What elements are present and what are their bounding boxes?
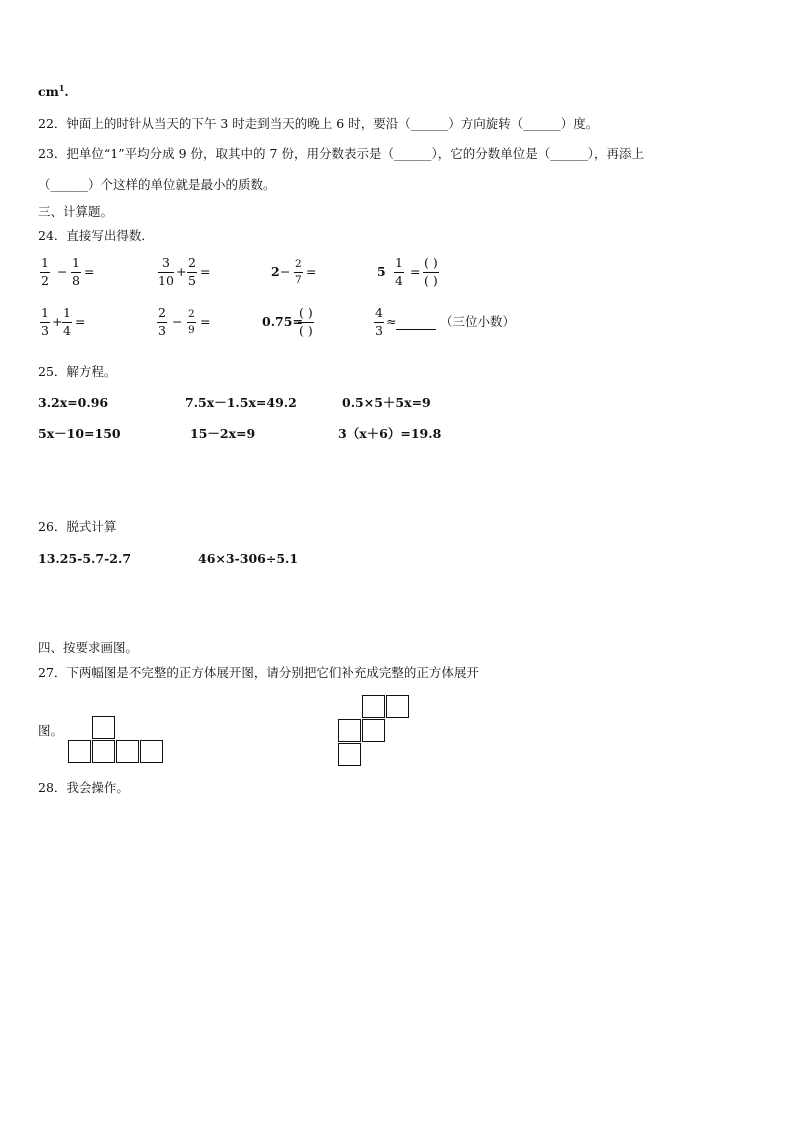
numerator: ( ) [423,257,439,273]
question-27: 27．下两幅图是不完整的正方体展开图，请分别把它们补充成完整的正方体展开 [38,665,479,680]
question-23-line-1: 23．把单位“1”平均分成 9 份，取其中的 7 份，用分数表示是（______），它的分数单位是（______），再添上 [38,146,644,161]
net-square [92,740,115,763]
equation: 5x－10=150 [38,426,121,441]
denominator: 3 [158,322,166,338]
fraction-2-7 [294,259,303,285]
equals-sign: = [75,314,86,329]
denominator: 5 [188,272,196,288]
denominator: 10 [158,272,174,288]
plus-sign: + [176,264,187,279]
numerator: 1 [62,307,72,323]
net-square [116,740,139,763]
equation: 7.5x－1.5x=49.2 [185,395,297,410]
denominator: ( ) [299,322,313,338]
denominator: 4 [63,322,71,338]
unit-cm: cm [38,84,59,99]
net-square [338,719,361,742]
calculation: 13.25-5.7-2.7 [38,551,132,566]
equation: 0.5×5＋5x=9 [342,395,431,410]
unit-line [38,82,69,99]
numerator: ( ) [298,307,314,323]
answer-blank[interactable] [396,317,436,330]
denominator: ( ) [424,272,438,288]
denominator: 2 [41,272,49,288]
integer-five: 5 [377,264,386,279]
fraction-3-10 [158,257,174,287]
question-24: 24．直接写出得数． [38,228,154,243]
numerator: 1 [394,257,404,273]
unit-cm-sup: 1 [58,82,65,93]
numerator: 2 [294,259,303,273]
calculation: 46×3-306÷5.1 [198,551,299,566]
net-square [68,740,91,763]
net-square [140,740,163,763]
numerator: 2 [187,257,197,273]
fraction-1-4 [62,307,72,337]
fraction-1-3 [40,307,50,337]
equals-sign: = [200,314,211,329]
fraction-4-3 [374,307,384,337]
equals-sign: = [200,264,211,279]
denominator: 3 [375,322,383,338]
fraction-2-5 [187,257,197,287]
equation: 3（x＋6）=19.8 [338,426,442,441]
question-27-tail: 图。 [38,723,64,738]
minus-sign: − [172,314,183,329]
numerator: 1 [40,307,50,323]
numerator: 1 [40,257,50,273]
integer-two: 2 [271,264,280,279]
net-square [362,719,385,742]
minus-sign: − [280,264,291,279]
equation: 15－2x=9 [190,426,256,441]
approx-sign: ≈ [386,314,397,329]
section-3-heading: 三、计算题。 [38,204,114,219]
numerator: 1 [71,257,81,273]
equals-sign: = [410,264,421,279]
denominator: 9 [188,323,195,336]
question-23-line-2: （______）个这样的单位就是最小的质数。 [38,177,276,192]
question-26: 26．脱式计算 [38,519,117,534]
question-22: 22．钟面上的时针从当天的下午 3 时走到当天的晚上 6 时，要沿（______）方向旋转（______）度。 [38,116,599,131]
fraction-blank-answer [423,257,439,287]
denominator: 4 [395,272,403,288]
net-square [362,695,385,718]
plus-sign: + [52,314,63,329]
fraction-blank-answer [298,307,314,337]
three-decimal-note: （三位小数） [440,314,516,329]
denominator: 7 [295,273,302,286]
numerator: 2 [187,309,196,323]
net-square [92,716,115,739]
equals-sign: = [84,264,95,279]
question-28: 28．我会操作。 [38,780,129,795]
net-square [386,695,409,718]
decimal-expression: 0.75= [262,314,303,329]
fraction-1-8 [71,257,81,287]
fraction-2-3 [157,307,167,337]
question-25: 25．解方程。 [38,364,117,379]
section-4-heading: 四、按要求画图。 [38,640,139,655]
numerator: 3 [158,257,174,273]
unit-cm-end: . [64,84,69,99]
numerator: 4 [374,307,384,323]
numerator: 2 [157,307,167,323]
net-square [338,743,361,766]
fraction-1-4 [394,257,404,287]
denominator: 8 [72,272,80,288]
equation: 3.2x=0.96 [38,395,109,410]
fraction-2-9 [187,309,196,335]
fraction-1-2 [40,257,50,287]
minus-sign: − [57,264,68,279]
equals-sign: = [306,264,317,279]
denominator: 3 [41,322,49,338]
